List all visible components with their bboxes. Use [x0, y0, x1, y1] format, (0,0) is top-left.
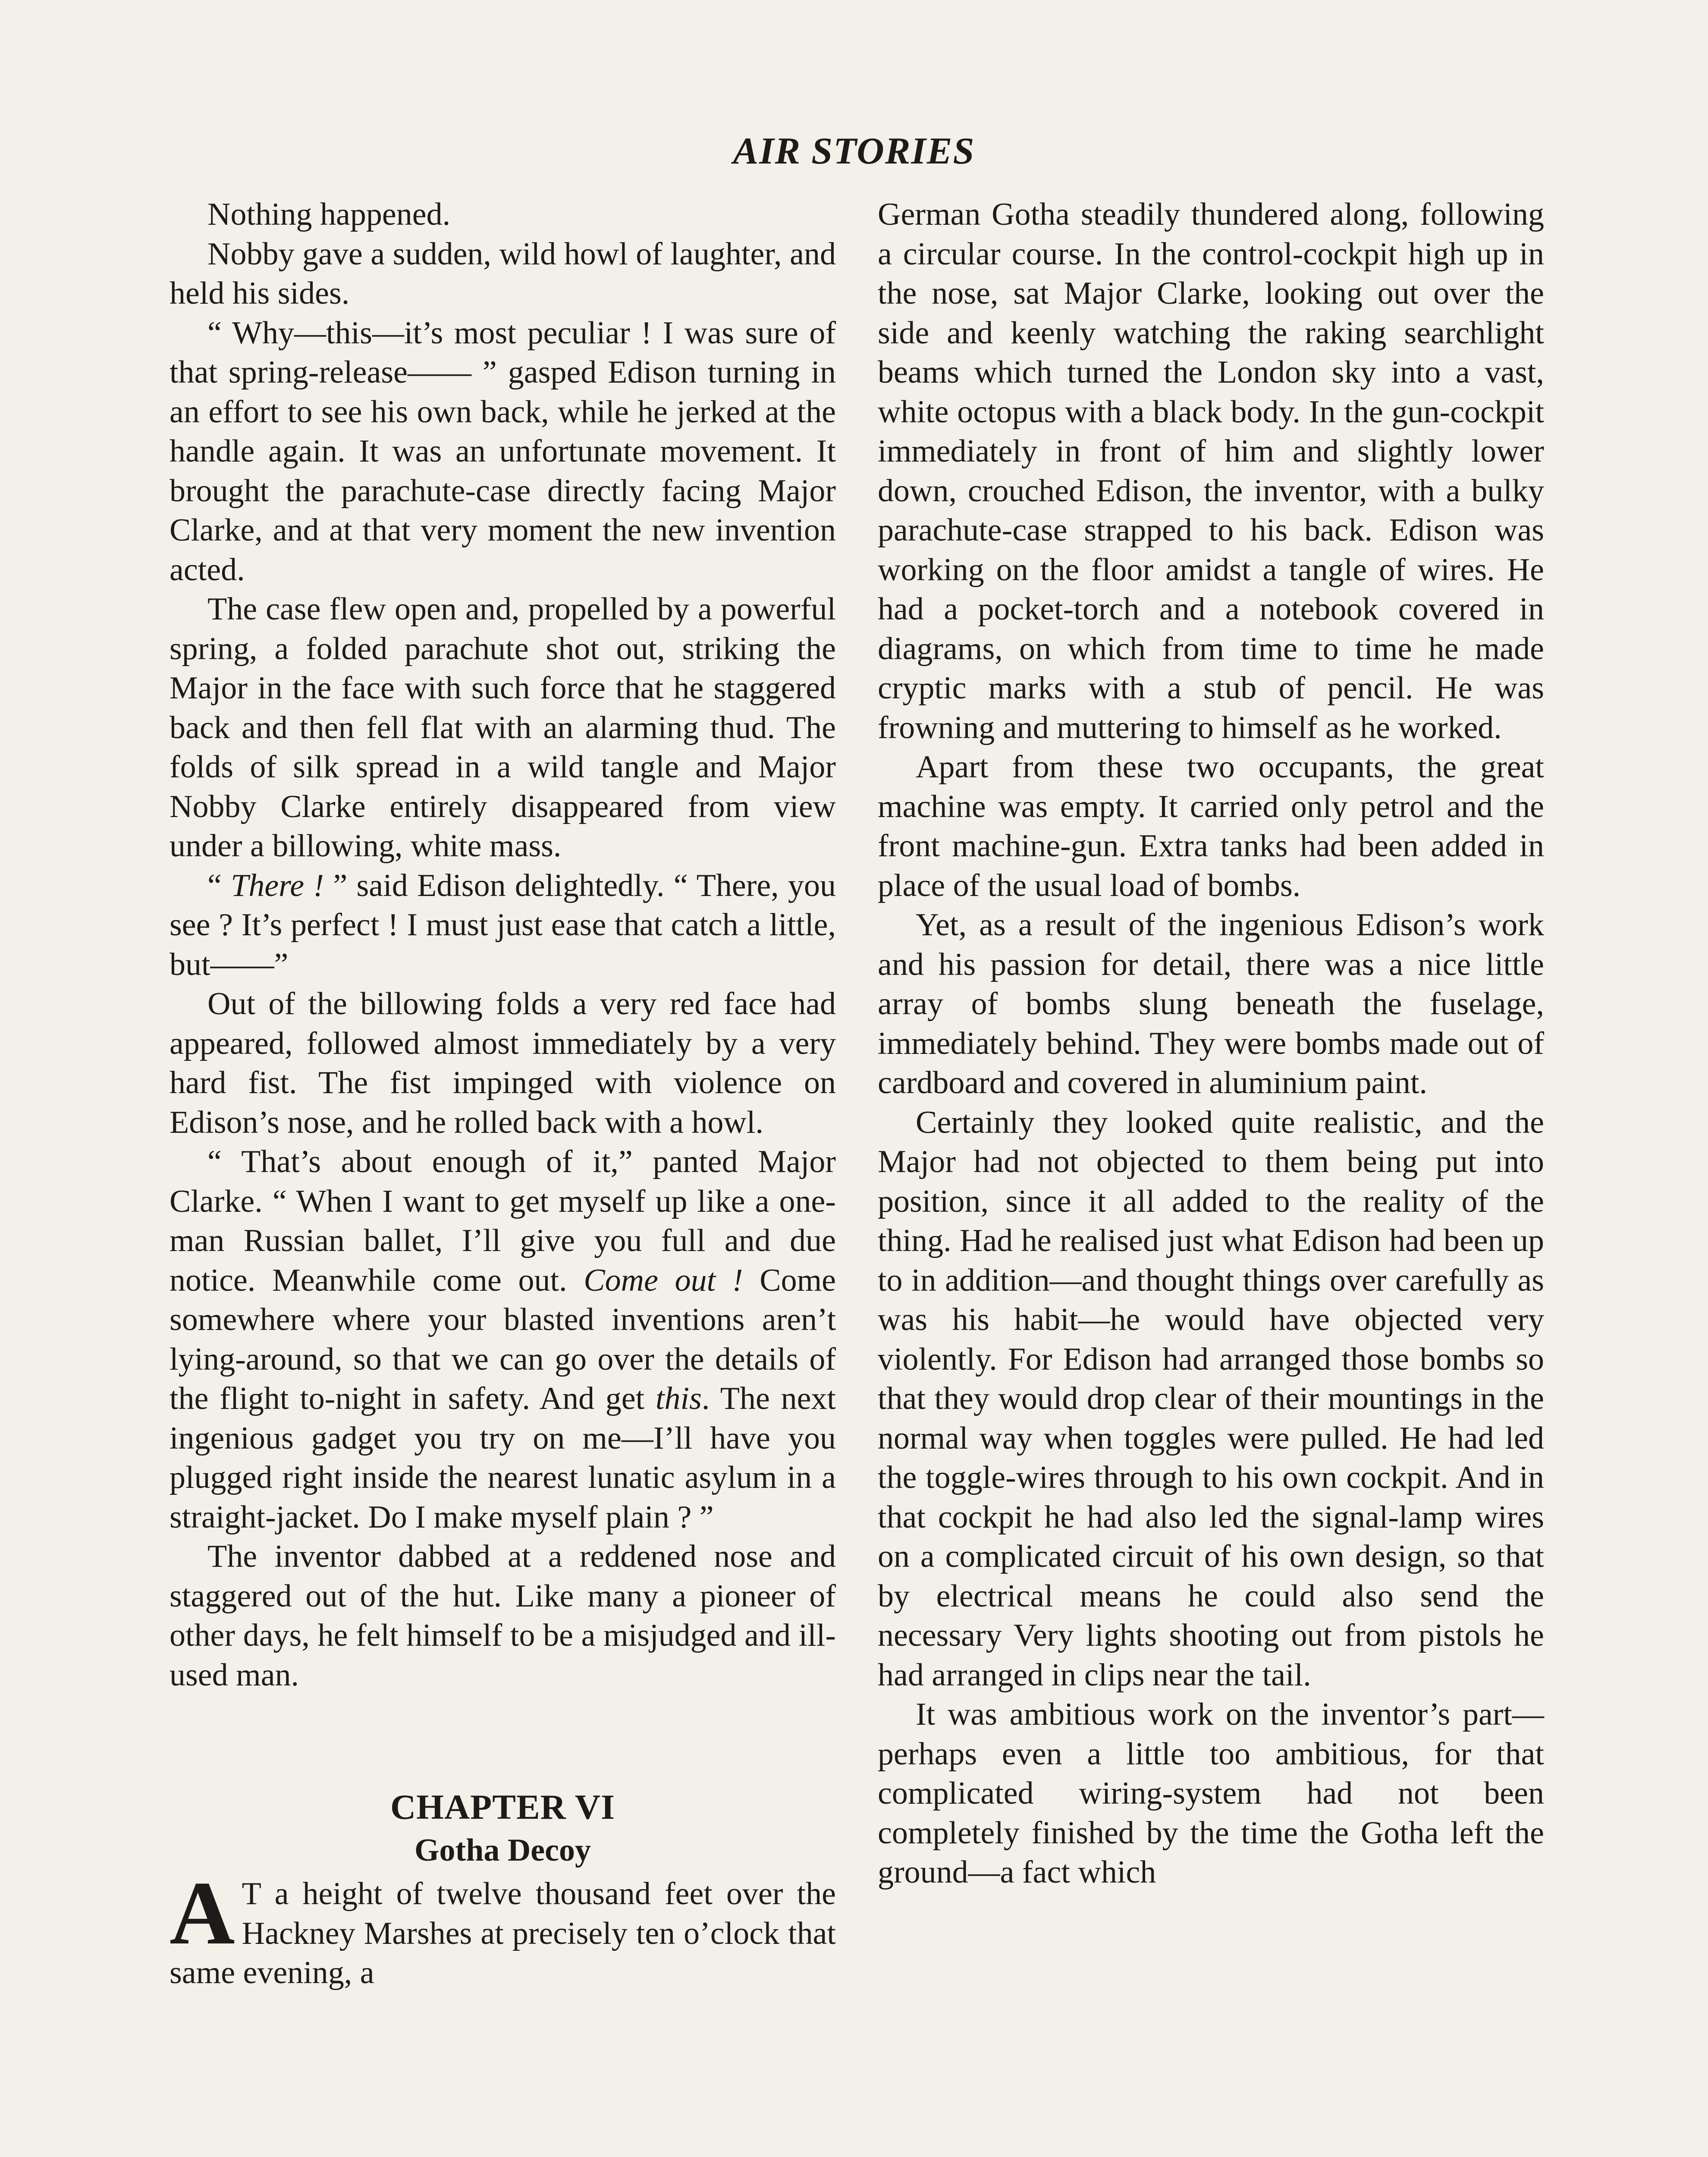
paragraph: The case flew open and, propelled by a powerful spring, a folded parachute shot out, striking the Major in the face with such force that he staggered back and then fell flat with an alarming thud. The folds of silk spread in a wild tangle and Major Nobby Clarke entirely disappeared from view under a billowing, white mass.: [170, 591, 836, 864]
text-run: “: [207, 868, 231, 903]
italic-run: There !: [231, 868, 324, 903]
text-run: Come somewhere where your blasted inventions aren’t lying-around, so that we can go over the details of the flight to-night in safety. And get: [170, 1262, 836, 1416]
text-run: “ That’s about enough of it,” panted Major Clarke. “ When I want to get myself up like a one-man Russian ballet, I’ll give you full and due notice. Meanwhile come out.: [170, 1144, 836, 1298]
paragraph: The inventor dabbed at a reddened nose and staggered out of the hut. Like many a pioneer of other days, he felt himself to be a misjudged and ill-used man.: [170, 1539, 836, 1693]
paragraph: Certainly they looked quite realistic, and the Major had not objected to them being put into position, since it all added to the reality of the thing. Had he realised just what Edison had been up to in addition—and thought things over carefully as was his habit—he would have objected very violently. For Edison had arranged those bombs so that they would drop clear of their mountings in the normal way when toggles were pulled. He had led the toggle-wires through to his own cockpit. And in that cockpit he had also led the signal-lamp wires on a complicated circuit of his own design, so that by electrical means he could also send the necessary Very lights shooting out from pistols he had arranged in clips near the tail.: [878, 1104, 1544, 1693]
paragraph: “ Why—this—it’s most peculiar ! I was sure of that spring-release—— ” gasped Edison turning in an effort to see his own back, while he jerked at the handle again. It was an unfortunate movement. It brought the parachute-case directly facing Major Clarke, and at that very moment the new invention acted.: [170, 315, 836, 588]
left-column: [170, 195, 836, 1993]
paragraph: Yet, as a result of the ingenious Edison’s work and his passion for detail, there was a nice little array of bombs slung beneath the fuselage, immediately behind. They were bombs made out of cardboard and covered in aluminium paint.: [878, 907, 1544, 1101]
chapter-title: CHAPTER VI: [390, 1787, 615, 1827]
text-run: ” said Edison delightedly. “ There, you see ? It’s perfect ! I must just ease that catch a little, but——”: [170, 868, 836, 982]
paragraph: [170, 866, 836, 985]
drop-cap: A: [170, 1863, 235, 1963]
right-column: [878, 195, 1544, 1893]
chapter-opening-paragraph: [170, 1863, 836, 1993]
paragraph: Nothing happened.: [207, 197, 451, 232]
paragraph: [170, 1142, 836, 1537]
running-head: AIR STORIES: [733, 130, 975, 172]
paragraph: Out of the billowing folds a very red face had appeared, followed almost immediately by a very hard fist. The fist impinged with violence on Edison’s nose, and he rolled back with a howl.: [170, 986, 836, 1140]
italic-run: this: [655, 1381, 702, 1416]
paragraph: German Gotha steadily thundered along, following a circular course. In the control-cockpit high up in the nose, sat Major Clarke, looking out over the side and keenly watching the raking searchlight beams which turned the London sky into a vast, white octopus with a black body. In the gun-cockpit immediately in front of him and slightly lower down, crouched Edison, the inventor, with a bulky parachute-case strapped to his back. Edison was working on the floor amidst a tangle of wires. He had a pocket-torch and a notebook covered in diagrams, on which from time to time he made cryptic marks with a stub of pencil. He was frowning and muttering to himself as he worked.: [878, 197, 1544, 745]
text-run: . The next ingenious gadget you try on me—I’ll have you plugged right inside the nearest lunatic asylum in a straight-jacket. Do I make myself plain ? ”: [170, 1381, 836, 1535]
chapter-heading: [170, 1786, 836, 1993]
italic-run: Come out !: [584, 1262, 743, 1298]
paragraph: It was ambitious work on the inventor’s part—perhaps even a little too ambitious, for that complicated wiring-system had not been completely finished by the time the Gotha left the ground—a fact which: [878, 1697, 1544, 1890]
opening-text: T a height of twelve thousand feet over the Hackney Marshes at precisely ten o’clock that same evening, a: [170, 1876, 836, 1990]
paragraph: Nobby gave a sudden, wild howl of laughter, and held his sides.: [170, 236, 836, 311]
paragraph: Apart from these two occupants, the great machine was empty. It carried only petrol and the front machine-gun. Extra tanks had been added in place of the usual load of bombs.: [878, 749, 1544, 903]
chapter-subtitle: Gotha Decoy: [414, 1833, 591, 1868]
